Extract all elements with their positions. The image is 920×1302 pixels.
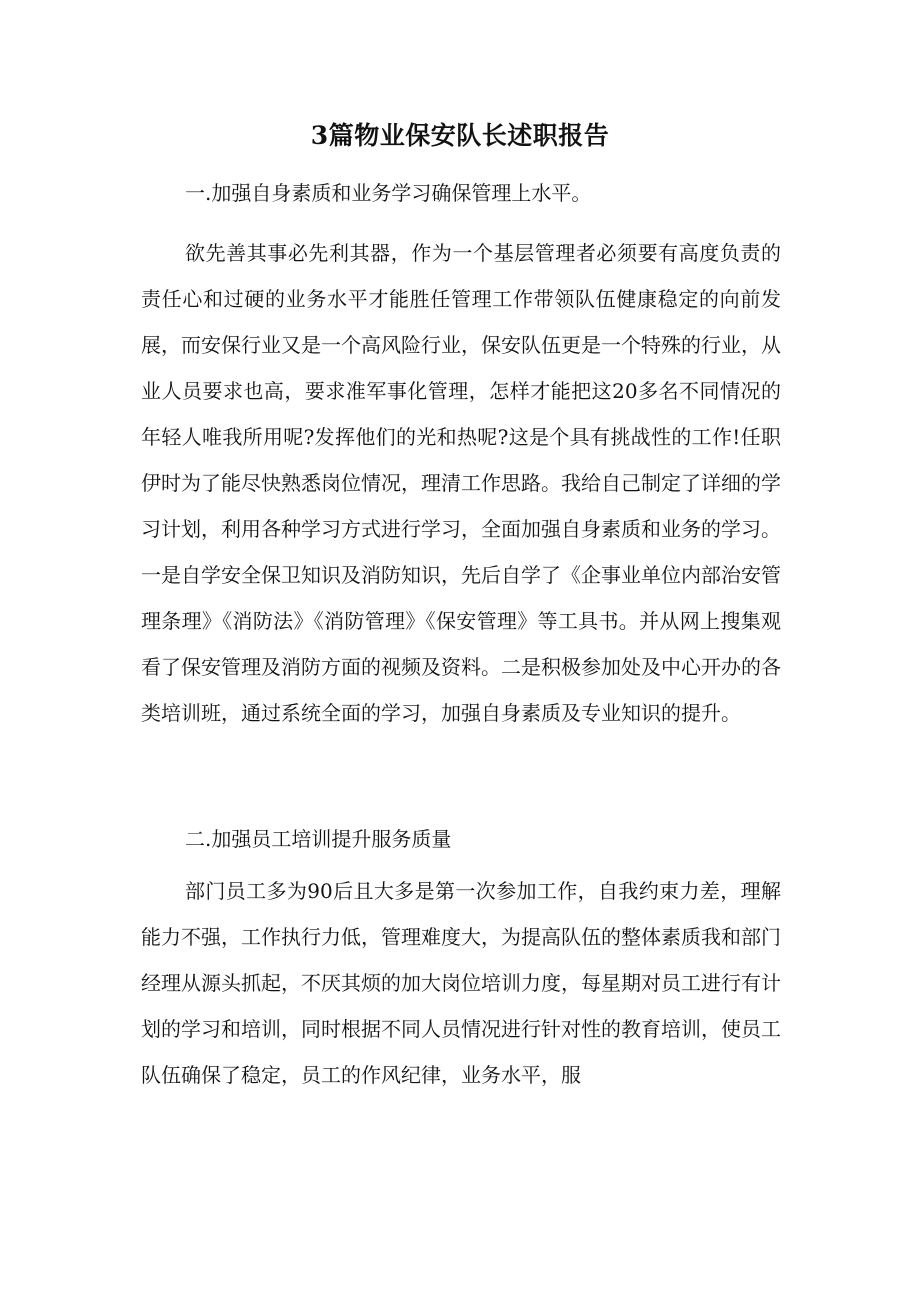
section-2-heading: 二.加强员工培训提升服务质量 — [185, 827, 452, 851]
document-title: 3篇物业保安队长述职报告 — [310, 121, 610, 150]
section-2-body: 部门员工多为90后且大多是第一次参加工作，自我约束力差，理解能力不强，工作执行力低，管理难度大，为提高队伍的整体素质我和部门经理从源头抓起，不厌其烦的加大岗位培训力度，每星期对员工进行有计划的学习和培训，同时根据不同人员情况进行针对性的教育培训，使员工队伍确保了稳定，员工的作风纪律，业务水平，服 — [141, 879, 781, 1087]
section-1-body: 欲先善其事必先利其器，作为一个基层管理者必须要有高度负责的责任心和过硬的业务水平才能胜任管理工作带领队伍健康稳定的向前发展，而安保行业又是一个高风险行业，保安队伍更是一个特殊的行业，从业人员要求也高，要求准军事化管理，怎样才能把这20多名不同情况的年轻人唯我所用呢?发挥他们的光和热呢?这是个具有挑战性的工作!任职伊时为了能尽快熟悉岗位情况，理清工作思路。我给自己制定了详细的学习计划，利用各种学习方式进行学习，全面加强自身素质和业务的学习。一是自学安全保卫知识及消防知识，先后自学了《企事业单位内部治安管理条理》《消防法》《消防管理》《保安管理》等工具书。并从网上搜集观看了保安管理及消防方面的视频及资料。二是积极参加处及中心开办的各类培训班，通过系统全面的学习，加强自身素质及专业知识的提升。 — [141, 241, 781, 725]
section-1-heading: 一.加强自身素质和业务学习确保管理上水平。 — [185, 181, 592, 205]
